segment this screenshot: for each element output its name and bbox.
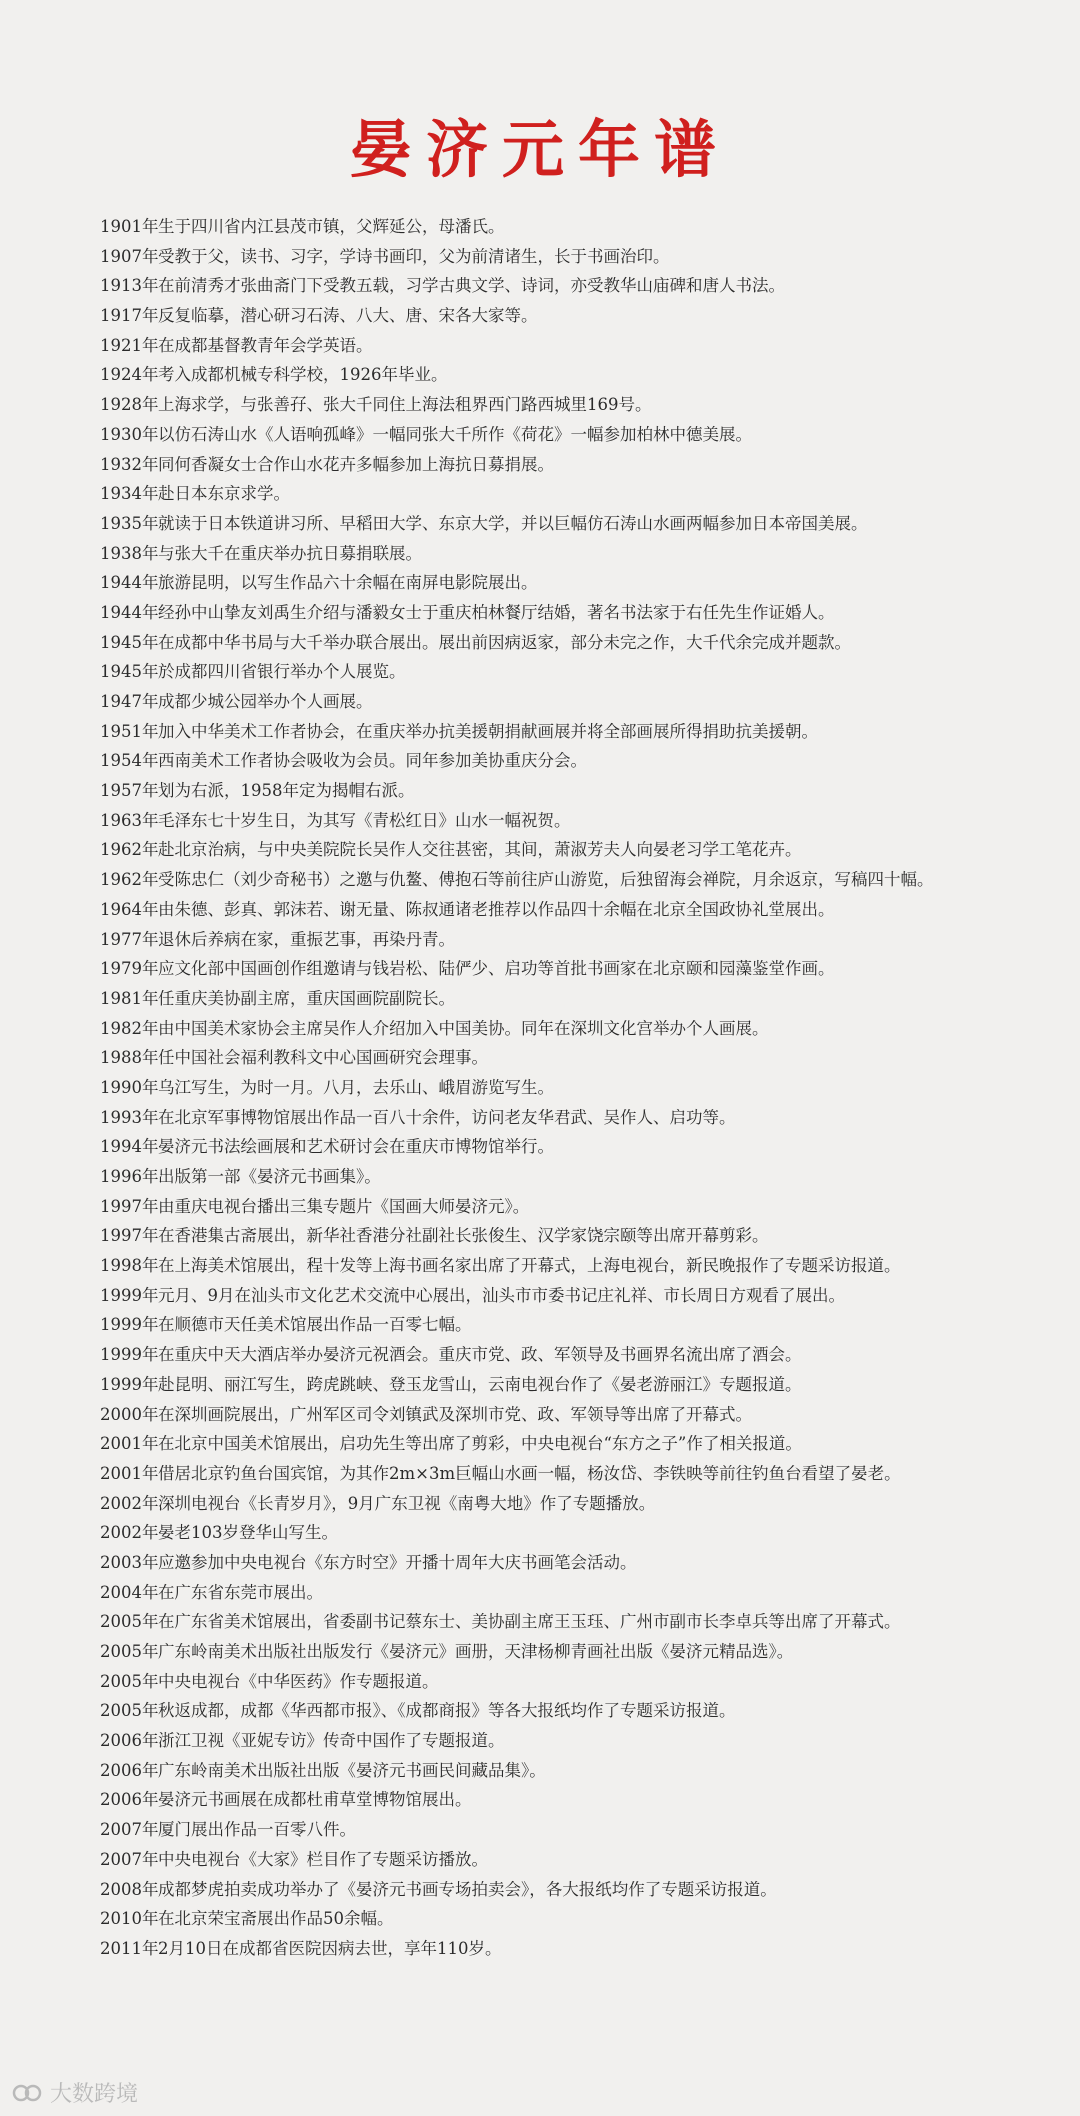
timeline-entry [100, 1756, 1060, 1786]
entry-text: 晏济元书画展在成都杜甫草堂博物馆展出。 [158, 1790, 472, 1810]
timeline-entry [100, 1221, 1060, 1251]
entry-year: 1964年 [100, 899, 159, 919]
entry-year: 1944年 [100, 602, 159, 622]
entry-year: 1998年 [100, 1256, 159, 1276]
entry-year: 1997年 [100, 1196, 159, 1216]
entry-text: 成都梦虎拍卖成功举办了《晏济元书画专场拍卖会》，各大报纸均作了专题采访报道。 [158, 1879, 777, 1899]
timeline-entry [100, 746, 1060, 776]
entry-text: 经孙中山挚友刘禹生介绍与潘毅女士于重庆柏林餐厅结婚，著名书法家于右任先生作证婚人。 [158, 602, 835, 622]
entry-text: 反复临摹，潜心研习石涛、八大、唐、宋各大家等。 [158, 306, 538, 326]
entry-text: 赴昆明、丽江写生，跨虎跳峡、登玉龙雪山，云南电视台作了《晏老游丽江》专题报道。 [158, 1374, 802, 1394]
entry-year: 2008年 [100, 1879, 159, 1899]
timeline-entry [100, 984, 1060, 1014]
brand-logo-icon [12, 2082, 42, 2104]
entry-year: 2001年 [100, 1463, 159, 1483]
timeline-entry [100, 835, 1060, 865]
entry-text: 晏济元书法绘画展和艺术研讨会在重庆市博物馆举行。 [158, 1137, 554, 1157]
entry-text: 生于四川省内江县茂市镇，父辉延公，母潘氏。 [158, 217, 505, 236]
timeline-entry [100, 1103, 1060, 1133]
entry-year: 1990年 [100, 1077, 159, 1097]
entry-year: 2000年 [100, 1404, 159, 1424]
entry-text: 毛泽东七十岁生日，为其写《青松红日》山水一幅祝贺。 [158, 810, 571, 830]
entry-year: 1997年 [100, 1226, 159, 1246]
entry-year: 1928年 [100, 395, 159, 415]
entry-text: 在顺德市天任美术馆展出作品一百零七幅。 [158, 1315, 472, 1335]
entry-year: 1932年 [100, 454, 159, 474]
entry-text: 出版第一部《晏济元书画集》。 [158, 1167, 381, 1186]
entry-year: 1930年 [100, 424, 159, 444]
timeline-entry [100, 1043, 1060, 1073]
entry-year: 1962年 [100, 840, 159, 860]
timeline-entry [100, 331, 1060, 361]
timeline-entry [100, 1934, 1060, 1964]
entry-year: 1917年 [100, 306, 159, 326]
timeline-entry [100, 806, 1060, 836]
entry-year: 1996年 [100, 1167, 159, 1186]
timeline-entry [100, 420, 1060, 450]
timeline-entry [100, 1845, 1060, 1875]
entry-year: 1901年 [100, 217, 159, 236]
timeline-entry [100, 1281, 1060, 1311]
entry-year: 1913年 [100, 276, 159, 296]
entry-year: 2007年 [100, 1820, 159, 1840]
entry-year: 1924年 [100, 365, 159, 385]
timeline-entry [100, 450, 1060, 480]
entry-text: 由朱德、彭真、郭沫若、谢无量、陈叔通诸老推荐以作品四十余幅在北京全国政协礼堂展出。 [158, 899, 835, 919]
timeline-entry [100, 865, 1060, 895]
timeline-entry [100, 539, 1060, 569]
entry-text: 在深圳画院展出，广州军区司令刘镇武及深圳市党、政、军领导等出席了开幕式。 [158, 1404, 752, 1424]
entry-year: 2011年 [100, 1938, 159, 1958]
timeline-entry [100, 954, 1060, 984]
entry-year: 2006年 [100, 1790, 159, 1810]
timeline-entry [100, 1518, 1060, 1548]
entry-text: 在香港集古斋展出，新华社香港分社副社长张俊生、汉学家饶宗颐等出席开幕剪彩。 [158, 1226, 769, 1246]
entry-year: 2007年 [100, 1849, 159, 1869]
entry-text: 西南美术工作者协会吸收为会员。同年参加美协重庆分会。 [158, 751, 587, 771]
chronology-list [100, 212, 1060, 1964]
entry-text: 旅游昆明，以写生作品六十余幅在南屏电影院展出。 [158, 573, 538, 593]
entry-year: 1999年 [100, 1374, 159, 1394]
entry-text: 广东岭南美术出版社出版发行《晏济元》画册，天津杨柳青画社出版《晏济元精品选》。 [158, 1642, 794, 1661]
entry-year: 1938年 [100, 543, 159, 563]
timeline-entry [100, 776, 1060, 806]
entry-text: 浙江卫视《亚妮专访》传奇中国作了专题报道。 [158, 1731, 505, 1751]
entry-year: 1951年 [100, 721, 159, 741]
entry-year: 1977年 [100, 929, 159, 949]
entry-year: 2003年 [100, 1552, 159, 1572]
timeline-entry [100, 1904, 1060, 1934]
entry-year: 2002年 [100, 1523, 159, 1543]
page-title: 晏济元年谱 [349, 113, 730, 186]
timeline-entry [100, 509, 1060, 539]
entry-year: 2005年 [100, 1642, 159, 1661]
timeline-entry [100, 1726, 1060, 1756]
entry-text: 在前清秀才张曲斋门下受教五载，习学古典文学、诗词，亦受教华山庙碑和唐人书法。 [158, 276, 785, 296]
entry-year: 1947年 [100, 692, 159, 711]
entry-text: 同何香凝女士合作山水花卉多幅参加上海抗日募捐展。 [158, 454, 554, 474]
entry-text: 厦门展出作品一百零八件。 [158, 1820, 356, 1840]
timeline-entry [100, 568, 1060, 598]
timeline-entry [100, 1667, 1060, 1697]
entry-year: 1981年 [100, 988, 159, 1008]
entry-text: 受教于父，读书、习字，学诗书画印，父为前清诸生，长于书画治印。 [158, 246, 670, 266]
entry-year: 2005年 [100, 1671, 159, 1691]
entry-year: 1945年 [100, 662, 159, 682]
timeline-entry [100, 628, 1060, 658]
entry-text: 元月、9月在汕头市文化艺术交流中心展出，汕头市市委书记庄礼祥、市长周日方观看了展出。 [158, 1285, 845, 1305]
entry-text: 划为右派，1958年定为揭帽右派。 [158, 781, 415, 801]
entry-text: 任中国社会福利教科文中心国画研究会理事。 [158, 1048, 488, 1068]
timeline-entry [100, 1815, 1060, 1845]
timeline-entry [100, 1340, 1060, 1370]
timeline-entry [100, 1785, 1060, 1815]
entry-year: 2006年 [100, 1760, 159, 1780]
entry-text: 在重庆中天大酒店举办晏济元祝酒会。重庆市党、政、军领导及书画界名流出席了酒会。 [158, 1345, 802, 1365]
entry-year: 1982年 [100, 1018, 159, 1038]
entry-year: 2004年 [100, 1582, 159, 1602]
timeline-entry [100, 1073, 1060, 1103]
entry-year: 2010年 [100, 1909, 159, 1929]
entry-text: 在北京军事博物馆展出作品一百八十余件，访问老友华君武、吴作人、启功等。 [158, 1107, 736, 1127]
entry-text: 2月10日在成都省医院因病去世，享年110岁。 [158, 1938, 502, 1958]
timeline-entry [100, 1014, 1060, 1044]
entry-year: 2002年 [100, 1493, 159, 1513]
entry-year: 1963年 [100, 810, 159, 830]
timeline-entry [100, 1370, 1060, 1400]
entry-year: 1945年 [100, 632, 159, 652]
entry-text: 以仿石涛山水《人语响孤峰》一幅同张大千所作《荷花》一幅参加柏林中德美展。 [158, 424, 752, 444]
timeline-entry [100, 1310, 1060, 1340]
timeline-entry [100, 390, 1060, 420]
timeline-entry [100, 717, 1060, 747]
entry-text: 应文化部中国画创作组邀请与钱岩松、陆俨少、启功等首批书画家在北京颐和园藻鉴堂作画。 [158, 959, 835, 979]
entry-text: 在成都基督教青年会学英语。 [158, 335, 373, 355]
entry-year: 1944年 [100, 573, 159, 593]
entry-year: 1907年 [100, 246, 159, 266]
entry-year: 1921年 [100, 335, 159, 355]
entry-text: 在上海美术馆展出，程十发等上海书画名家出席了开幕式，上海电视台，新民晚报作了专题采访报道。 [158, 1256, 901, 1276]
entry-text: 晏老103岁登华山写生。 [158, 1523, 338, 1543]
timeline-entry [100, 212, 1060, 242]
entry-text: 与张大千在重庆举办抗日募捐联展。 [158, 543, 422, 563]
timeline-entry [100, 1132, 1060, 1162]
entry-year: 2006年 [100, 1731, 159, 1751]
entry-text: 在北京荣宝斋展出作品50余幅。 [158, 1909, 394, 1929]
entry-text: 由中国美术家协会主席吴作人介绍加入中国美协。同年在深圳文化宫举办个人画展。 [158, 1018, 769, 1038]
entry-year: 2001年 [100, 1434, 159, 1454]
entry-year: 1993年 [100, 1107, 159, 1127]
entry-text: 借居北京钓鱼台国宾馆，为其作2m×3m巨幅山水画一幅，杨汝岱、李铁映等前往钓鱼台看望了晏老。 [158, 1463, 901, 1483]
entry-year: 1994年 [100, 1137, 159, 1157]
entry-text: 加入中华美术工作者协会，在重庆举办抗美援朝捐献画展并将全部画展所得捐助抗美援朝。 [158, 721, 818, 741]
entry-text: 受陈忠仁（刘少奇秘书）之邀与仇鳌、傅抱石等前往庐山游览，后独留海会禅院，月余返京，写稿四十幅。 [158, 870, 934, 890]
entry-year: 2005年 [100, 1701, 159, 1721]
timeline-entry [100, 1429, 1060, 1459]
timeline-entry [100, 1489, 1060, 1519]
entry-text: 中央电视台《中华医药》作专题报道。 [158, 1671, 439, 1691]
entry-text: 任重庆美协副主席，重庆国画院副院长。 [158, 988, 455, 1008]
timeline-entry [100, 687, 1060, 717]
watermark [12, 2077, 138, 2108]
entry-text: 中央电视台《大家》栏目作了专题采访播放。 [158, 1849, 488, 1869]
entry-year: 1999年 [100, 1285, 159, 1305]
timeline-entry [100, 1548, 1060, 1578]
entry-text: 在北京中国美术馆展出，启功先生等出席了剪彩，中央电视台“东方之子”作了相关报道。 [158, 1434, 802, 1454]
entry-year: 1988年 [100, 1048, 159, 1068]
timeline-entry [100, 271, 1060, 301]
entry-year: 1999年 [100, 1315, 159, 1335]
timeline-entry [100, 1251, 1060, 1281]
entry-text: 於成都四川省银行举办个人展览。 [158, 662, 406, 682]
timeline-entry [100, 301, 1060, 331]
entry-year: 1999年 [100, 1345, 159, 1365]
timeline-entry [100, 657, 1060, 687]
timeline-entry [100, 895, 1060, 925]
entry-text: 在成都中华书局与大千举办联合展出。展出前因病返家，部分未完之作，大千代余完成并题款。 [158, 632, 851, 652]
entry-text: 由重庆电视台播出三集专题片《国画大师晏济元》。 [158, 1196, 530, 1216]
entry-year: 2005年 [100, 1612, 159, 1632]
entry-text: 秋返成都，成都《华西都市报》、《成都商报》等各大报纸均作了专题采访报道。 [158, 1701, 736, 1721]
entry-year: 1954年 [100, 751, 159, 771]
timeline-entry [100, 1400, 1060, 1430]
timeline-entry [100, 242, 1060, 272]
entry-text: 在广东省东莞市展出。 [158, 1582, 323, 1602]
timeline-entry [100, 1162, 1060, 1192]
entry-year: 1957年 [100, 781, 159, 801]
entry-text: 赴北京治病，与中央美院院长吴作人交往甚密，其间，萧淑芳夫人向晏老习学工笔花卉。 [158, 840, 802, 860]
entry-text: 就读于日本铁道讲习所、早稻田大学、东京大学，并以巨幅仿石涛山水画两幅参加日本帝国美展。 [158, 513, 868, 533]
entry-text: 成都少城公园举办个人画展。 [158, 692, 373, 711]
timeline-entry [100, 1192, 1060, 1222]
timeline-entry [100, 360, 1060, 390]
entry-text: 乌江写生，为时一月。八月，去乐山、峨眉游览写生。 [158, 1077, 554, 1097]
timeline-entry [100, 1696, 1060, 1726]
entry-text: 退休后养病在家，重振艺事，再染丹青。 [158, 929, 455, 949]
timeline-entry [100, 1637, 1060, 1667]
timeline-entry [100, 598, 1060, 628]
timeline-entry [100, 1578, 1060, 1608]
entry-year: 1935年 [100, 513, 159, 533]
timeline-entry [100, 1459, 1060, 1489]
entry-text: 赴日本东京求学。 [158, 484, 290, 504]
entry-text: 考入成都机械专科学校，1926年毕业。 [158, 365, 448, 385]
entry-year: 1962年 [100, 870, 159, 890]
timeline-entry [100, 1875, 1060, 1905]
entry-text: 应邀参加中央电视台《东方时空》开播十周年大庆书画笔会活动。 [158, 1552, 637, 1572]
entry-text: 上海求学，与张善孖、张大千同住上海法租界西门路西城里169号。 [158, 395, 652, 415]
entry-text: 在广东省美术馆展出，省委副书记蔡东士、美协副主席王玉珏、广州市副市长李卓兵等出席了开幕式。 [158, 1612, 901, 1632]
timeline-entry [100, 925, 1060, 955]
timeline-entry [100, 479, 1060, 509]
entry-text: 广东岭南美术出版社出版《晏济元书画民间藏品集》。 [158, 1760, 546, 1780]
entry-text: 深圳电视台《长青岁月》，9月广东卫视《南粤大地》作了专题播放。 [158, 1493, 656, 1513]
timeline-entry [100, 1607, 1060, 1637]
watermark-text: 大数跨境 [50, 2082, 139, 2107]
entry-year: 1934年 [100, 484, 159, 504]
entry-year: 1979年 [100, 959, 159, 979]
